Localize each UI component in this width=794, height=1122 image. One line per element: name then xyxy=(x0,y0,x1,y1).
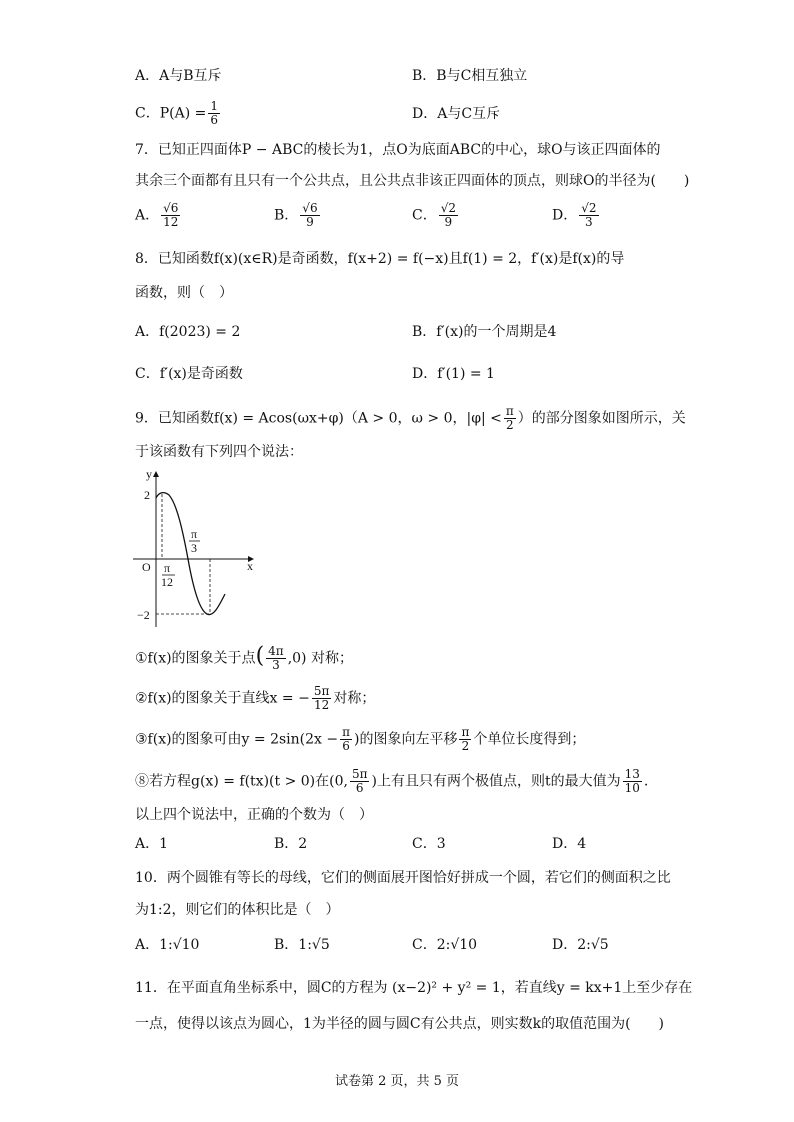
statement-fraction xyxy=(340,726,352,753)
statement-text: 对称； xyxy=(333,690,376,707)
statement-text: . xyxy=(643,773,649,790)
q9-option-b: B．2 xyxy=(274,836,308,852)
tick-pi-3-numerator: π xyxy=(191,527,198,541)
q10-stem-line2: 为1:2，则它们的体积比是（ ） xyxy=(135,902,340,918)
q8-option-a: A．f(2023) = 2 xyxy=(135,324,241,340)
fraction-numerator: π xyxy=(461,725,470,739)
fraction-numerator: √2 xyxy=(581,201,597,215)
statement-text: ②f(x)的图象关于直线x = − xyxy=(135,690,310,707)
q7-option-a xyxy=(135,202,182,229)
q7-option-d xyxy=(552,202,601,229)
q9-option-d: D．4 xyxy=(552,836,587,852)
q7-stem-line2: 其余三个面都有且只有一个公共点，且公共点非该正四面体的顶点，则球O的半径为( ) xyxy=(135,173,690,189)
option-label: D． xyxy=(552,207,578,224)
q10-option-d: D．2:√5 xyxy=(552,937,609,953)
q9-option-a: A．1 xyxy=(135,836,169,852)
option-fraction xyxy=(579,202,598,229)
q6-option-a: A．A与B互斥 xyxy=(135,68,222,84)
page-footer: 试卷第 2 页，共 5 页 xyxy=(334,1074,460,1089)
q9-statement-4 xyxy=(135,768,648,795)
q9-summary: 以上四个说法中，正确的个数为（ ） xyxy=(135,807,373,823)
q6-option-c xyxy=(135,100,222,127)
fraction-numerator: π xyxy=(342,725,351,739)
option-label: B． xyxy=(274,207,299,224)
q9-stem-text-b: ）的部分图象如图所示，关 xyxy=(517,410,686,427)
fraction-denominator: 12 xyxy=(163,215,179,229)
q10-option-a: A．1:√10 xyxy=(135,937,200,953)
q9-statement-3 xyxy=(135,726,585,753)
fraction-numerator: 1 xyxy=(210,99,218,113)
statement-fraction xyxy=(266,645,286,672)
q10-option-c: C．2:√10 xyxy=(412,937,478,953)
statement-text: )的图象向左平移 xyxy=(354,731,458,748)
fraction-numerator: π xyxy=(505,404,514,418)
fraction-denominator: 3 xyxy=(272,658,280,672)
tick-pi-3-denominator: 3 xyxy=(191,541,197,555)
q9-function-graph xyxy=(125,462,265,632)
q9-statement-1 xyxy=(135,645,353,672)
fraction-denominator: 9 xyxy=(444,215,453,229)
fraction-denominator: 3 xyxy=(585,215,593,229)
tick-pi-12-numerator: π xyxy=(164,561,171,575)
statement-text: ⑧若方程g(x) = f(tx)(t > 0)在(0, xyxy=(135,773,348,790)
q11-stem-line2: 一点，使得以该点为圆心，1为半径的圆与圆C有公共点，则实数k的取值范围为( ) xyxy=(135,1016,665,1032)
fraction-numerator: 4π xyxy=(268,644,284,658)
q9-stem-line1 xyxy=(135,405,686,432)
q6-option-d: D．A与C互斥 xyxy=(412,106,501,122)
q9-stem-text-a: 9．已知函数f(x) = Acos(ωx+φ)（A > 0，ω > 0，|φ| < xyxy=(135,410,502,427)
option-fraction xyxy=(300,202,319,229)
y-axis-label: y xyxy=(146,467,152,481)
q9-stem-line2: 于该函数有下列四个说法： xyxy=(135,444,303,460)
y-min-label: −2 xyxy=(137,608,150,622)
fraction-denominator: 10 xyxy=(624,781,640,795)
q10-option-b: B．1:√5 xyxy=(274,937,330,953)
fraction-denominator: 6 xyxy=(210,113,218,127)
fraction-denominator: 2 xyxy=(506,418,514,432)
q8-stem-line1: 8．已知函数f(x)(x∈R)是奇函数，f(x+2) = f(−x)且f(1) = 2，f′(x)是f(x)的导 xyxy=(135,251,625,267)
statement-text: )上有且只有两个极值点，则t的最大值为 xyxy=(371,773,621,790)
q7-option-c xyxy=(412,202,460,229)
option-label: C． xyxy=(412,207,437,224)
origin-label: O xyxy=(142,560,151,574)
q9-option-c: C．3 xyxy=(412,836,446,852)
fraction-denominator: 12 xyxy=(313,698,330,712)
option-fraction xyxy=(439,202,458,229)
q8-option-b: B．f′(x)的一个周期是4 xyxy=(412,324,557,340)
statement-fraction xyxy=(312,685,332,712)
option-label: A． xyxy=(135,207,160,224)
x-axis-label: x xyxy=(247,559,253,573)
tick-pi-12-denominator: 12 xyxy=(161,575,173,589)
q8-option-c: C．f′(x)是奇函数 xyxy=(135,366,243,382)
big-paren: ( xyxy=(255,643,265,669)
statement-text: 个单位长度得到； xyxy=(473,731,586,748)
q8-stem-line2: 函数，则（ ） xyxy=(135,285,233,301)
fraction-denominator: 6 xyxy=(342,739,350,753)
q7-option-b xyxy=(274,202,322,229)
q6-option-c-text: C．P(A) = xyxy=(135,105,207,122)
statement-text: ,0) 对称； xyxy=(287,650,353,667)
fraction-denominator: 6 xyxy=(355,781,364,795)
q7-stem-line1: 7．已知正四面体P − ABC的棱长为1，点O为底面ABC的中心，球O与该正四面体的 xyxy=(135,142,661,158)
q9-stem-fraction xyxy=(504,405,516,432)
statement-fraction xyxy=(623,768,642,795)
q6-option-c-fraction xyxy=(208,100,220,127)
fraction-numerator: 5π xyxy=(351,767,368,781)
q10-stem-line1: 10．两个圆锥有等长的母线，它们的侧面展开图恰好拼成一个圆，若它们的侧面积之比 xyxy=(135,870,671,886)
statement-text: ①f(x)的图象关于点 xyxy=(135,650,256,667)
fraction-denominator: 9 xyxy=(306,215,314,229)
option-fraction xyxy=(161,202,180,229)
fraction-numerator: √2 xyxy=(440,201,456,215)
q6-option-b: B．B与C相互独立 xyxy=(412,68,528,84)
statement-text: ③f(x)的图象可由y = 2sin(2x − xyxy=(135,731,339,748)
fraction-denominator: 2 xyxy=(461,739,470,753)
fraction-numerator: 13 xyxy=(624,767,640,781)
q11-stem-line1: 11．在平面直角坐标系中，圆C的方程为 (x−2)² + y² = 1，若直线y = kx+1上至少存在 xyxy=(135,980,693,996)
fraction-numerator: √6 xyxy=(302,201,318,215)
y-max-label: 2 xyxy=(144,488,150,502)
statement-fraction xyxy=(350,768,370,795)
q9-statement-2 xyxy=(135,685,375,712)
fraction-numerator: 5π xyxy=(313,684,330,698)
fraction-numerator: √6 xyxy=(163,201,179,215)
statement-fraction xyxy=(459,726,471,753)
q8-option-d: D．f′(1) = 1 xyxy=(412,366,495,382)
